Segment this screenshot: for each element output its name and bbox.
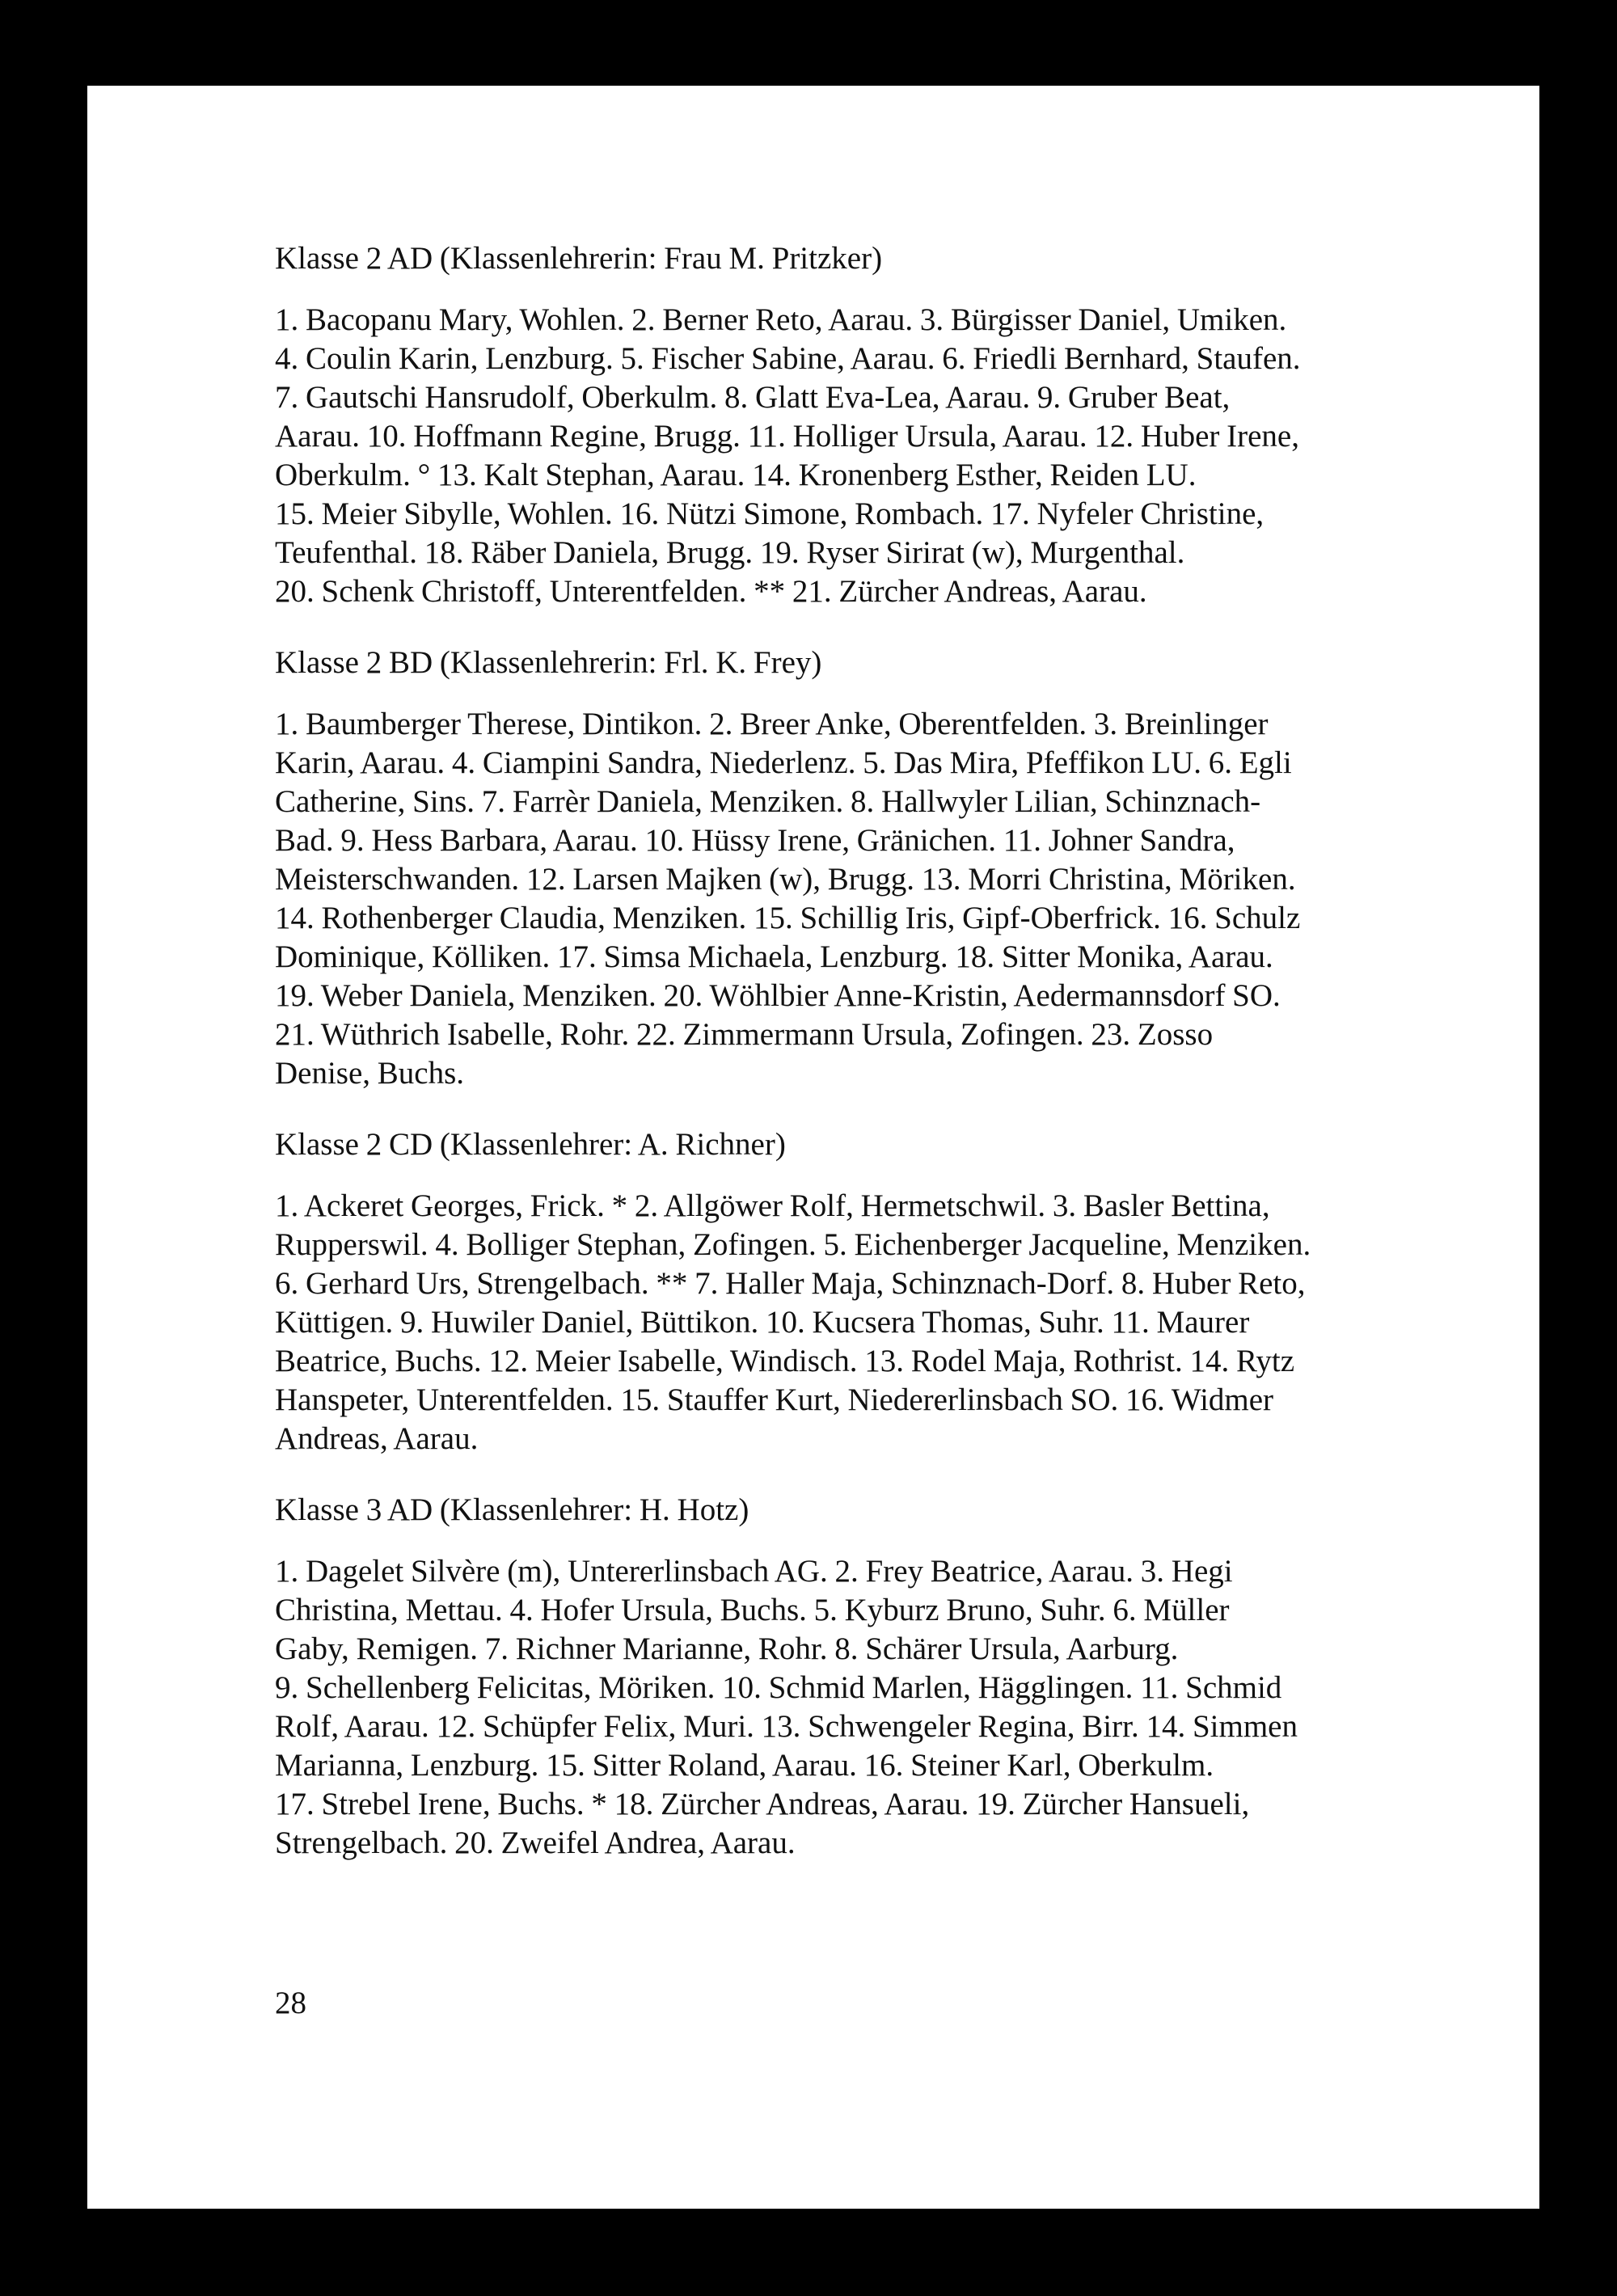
section-body [275,705,1536,1093]
section-klasse-3ad [275,1491,1536,1863]
text-line: Aarau. 10. Hoffmann Regine, Brugg. 11. Holliger Ursula, Aarau. 12. Huber Irene, [275,419,1299,454]
text-line: Marianna, Lenzburg. 15. Sitter Roland, Aarau. 16. Steiner Karl, Oberkulm. [275,1748,1214,1783]
text-line: Meisterschwanden. 12. Larsen Majken (w), Brugg. 13. Morri Christina, Möriken. [275,862,1296,897]
text-line: Hanspeter, Unterentfelden. 15. Stauffer Kurt, Niedererlinsbach SO. 16. Widmer [275,1382,1274,1417]
page-number: 28 [275,1986,306,2020]
text-line: Rolf, Aarau. 12. Schüpfer Felix, Muri. 13. Schwengeler Regina, Birr. 14. Simmen [275,1709,1298,1744]
text-line: 1. Dagelet Silvère (m), Untererlinsbach AG. 2. Frey Beatrice, Aarau. 3. Hegi [275,1554,1233,1589]
text-line: 20. Schenk Christoff, Unterentfelden. ** 21. Zürcher Andreas, Aarau. [275,574,1147,609]
text-line: 6. Gerhard Urs, Strengelbach. ** 7. Haller Maja, Schinznach-Dorf. 8. Huber Reto, [275,1266,1306,1301]
text-line: Beatrice, Buchs. 12. Meier Isabelle, Windisch. 13. Rodel Maja, Rothrist. 14. Rytz [275,1344,1295,1378]
text-line: Karin, Aarau. 4. Ciampini Sandra, Niederlenz. 5. Das Mira, Pfeffikon LU. 6. Egli [275,745,1292,780]
text-line: 1. Bacopanu Mary, Wohlen. 2. Berner Reto, Aarau. 3. Bürgisser Daniel, Umiken. [275,302,1287,337]
text-line: 14. Rothenberger Claudia, Menziken. 15. Schillig Iris, Gipf-Oberfrick. 16. Schulz [275,901,1301,935]
text-line: 4. Coulin Karin, Lenzburg. 5. Fischer Sabine, Aarau. 6. Friedli Bernhard, Staufen. [275,341,1301,376]
text-line: Bad. 9. Hess Barbara, Aarau. 10. Hüssy Irene, Gränichen. 11. Johner Sandra, [275,823,1235,858]
section-klasse-2bd [275,644,1536,1093]
text-line: 7. Gautschi Hansrudolf, Oberkulm. 8. Glatt Eva-Lea, Aarau. 9. Gruber Beat, [275,380,1231,415]
section-body [275,1187,1536,1458]
section-title: Klasse 3 AD (Klassenlehrer: H. Hotz) [275,1492,749,1527]
class-lists [275,239,1536,1863]
section-klasse-2cd [275,1125,1536,1458]
text-line: 15. Meier Sibylle, Wohlen. 16. Nützi Simone, Rombach. 17. Nyfeler Christine, [275,496,1264,531]
text-line: Andreas, Aarau. [275,1421,479,1456]
text-line: 1. Baumberger Therese, Dintikon. 2. Breer Anke, Oberentfelden. 3. Breinlinger [275,707,1269,741]
section-title: Klasse 2 AD (Klassenlehrerin: Frau M. Pritzker) [275,241,883,276]
section-title: Klasse 2 BD (Klassenlehrerin: Frl. K. Frey) [275,645,822,680]
text-line: Denise, Buchs. [275,1056,465,1091]
section-body [275,1552,1536,1863]
text-line: Dominique, Kölliken. 17. Simsa Michaela, Lenzburg. 18. Sitter Monika, Aarau. [275,939,1273,974]
text-line: 21. Wüthrich Isabelle, Rohr. 22. Zimmermann Ursula, Zofingen. 23. Zosso [275,1017,1214,1052]
text-line: Gaby, Remigen. 7. Richner Marianne, Rohr. 8. Schärer Ursula, Aarburg. [275,1631,1179,1666]
section-klasse-2ad [275,239,1536,611]
text-line: Christina, Mettau. 4. Hofer Ursula, Buchs. 5. Kyburz Bruno, Suhr. 6. Müller [275,1593,1230,1627]
document-page [87,86,1539,2209]
text-line: Catherine, Sins. 7. Farrèr Daniela, Menziken. 8. Hallwyler Lilian, Schinznach- [275,784,1261,819]
section-title: Klasse 2 CD (Klassenlehrer: A. Richner) [275,1127,786,1162]
text-line: Rupperswil. 4. Bolliger Stephan, Zofingen. 5. Eichenberger Jacqueline, Menziken. [275,1227,1311,1262]
section-body [275,301,1536,611]
text-line: 17. Strebel Irene, Buchs. * 18. Zürcher Andreas, Aarau. 19. Zürcher Hansueli, [275,1787,1250,1821]
text-line: Oberkulm. ° 13. Kalt Stephan, Aarau. 14. Kronenberg Esther, Reiden LU. [275,458,1197,492]
text-line: Strengelbach. 20. Zweifel Andrea, Aarau. [275,1825,796,1860]
text-line: Küttigen. 9. Huwiler Daniel, Büttikon. 10. Kucsera Thomas, Suhr. 11. Maurer [275,1305,1250,1340]
text-line: 9. Schellenberg Felicitas, Möriken. 10. Schmid Marlen, Hägglingen. 11. Schmid [275,1670,1282,1705]
text-line: 1. Ackeret Georges, Frick. * 2. Allgöwer Rolf, Hermetschwil. 3. Basler Bettina, [275,1188,1270,1223]
text-line: Teufenthal. 18. Räber Daniela, Brugg. 19. Ryser Sirirat (w), Murgenthal. [275,535,1185,570]
text-line: 19. Weber Daniela, Menziken. 20. Wöhlbier Anne-Kristin, Aedermannsdorf SO. [275,978,1281,1013]
